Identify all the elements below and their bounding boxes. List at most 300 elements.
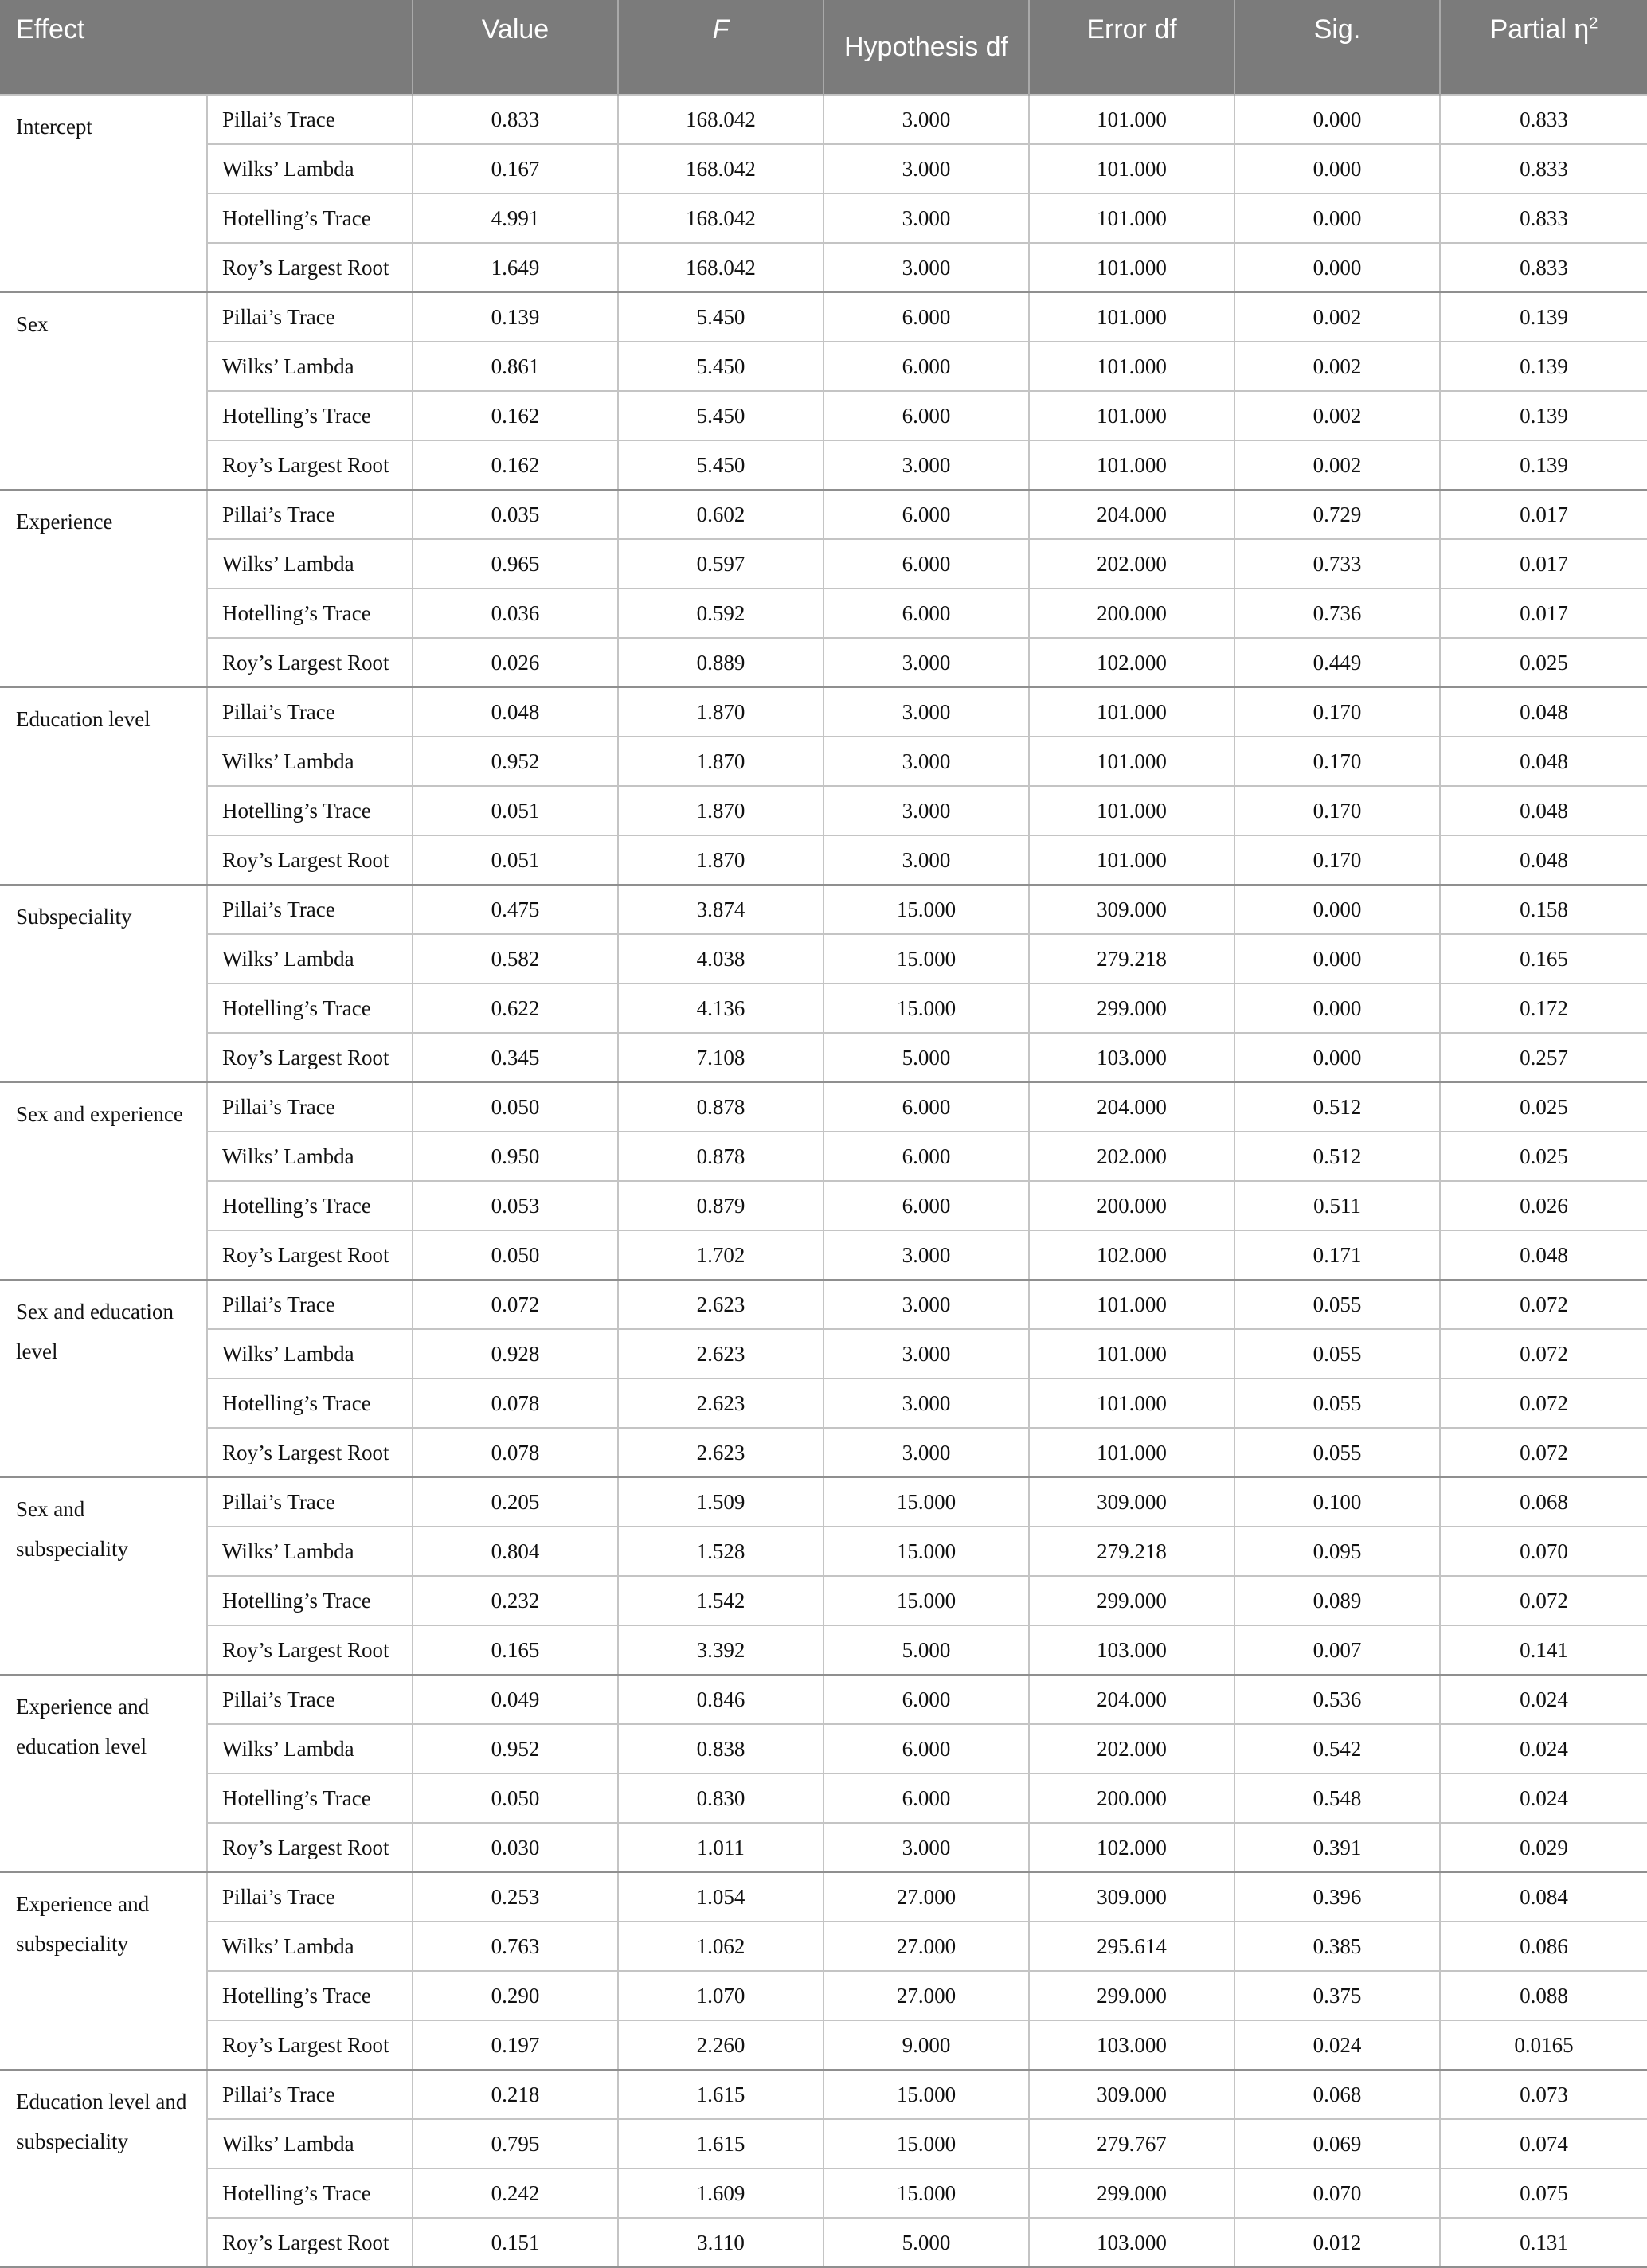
test-name: Wilks’ Lambda bbox=[207, 1527, 413, 1576]
hypothesis-df-cell: 3.000 bbox=[824, 440, 1029, 490]
f-cell: 1.609 bbox=[618, 2168, 824, 2218]
hypothesis-df-cell: 3.000 bbox=[824, 243, 1029, 292]
hypothesis-df-cell: 5.000 bbox=[824, 1033, 1029, 1082]
error-df-cell: 101.000 bbox=[1029, 1280, 1234, 1329]
f-cell: 1.011 bbox=[618, 1823, 824, 1872]
error-df-cell: 309.000 bbox=[1029, 885, 1234, 934]
test-name: Wilks’ Lambda bbox=[207, 1329, 413, 1378]
test-name: Wilks’ Lambda bbox=[207, 144, 413, 194]
table-row bbox=[0, 342, 1647, 391]
sig-cell: 0.055 bbox=[1234, 1329, 1440, 1378]
test-name: Pillai’s Trace bbox=[207, 1675, 413, 1724]
table-row bbox=[0, 1033, 1647, 1082]
sig-cell: 0.024 bbox=[1234, 2020, 1440, 2070]
test-name: Hotelling’s Trace bbox=[207, 589, 413, 638]
table-row bbox=[0, 2119, 1647, 2168]
hypothesis-df-cell: 6.000 bbox=[824, 1132, 1029, 1181]
error-df-cell: 200.000 bbox=[1029, 1181, 1234, 1230]
value-cell: 0.197 bbox=[413, 2020, 618, 2070]
error-df-cell: 101.000 bbox=[1029, 835, 1234, 885]
table-row bbox=[0, 1971, 1647, 2020]
table-row bbox=[0, 983, 1647, 1033]
sig-cell: 0.055 bbox=[1234, 1428, 1440, 1477]
sig-cell: 0.733 bbox=[1234, 539, 1440, 589]
hypothesis-df-cell: 6.000 bbox=[824, 342, 1029, 391]
header-partial-eta-squared: Partial $\eta^2$ bbox=[1440, 0, 1647, 95]
sig-cell: 0.100 bbox=[1234, 1477, 1440, 1527]
table-row bbox=[0, 1823, 1647, 1872]
table-row bbox=[0, 2168, 1647, 2218]
effect-cell: Sex and experience bbox=[0, 1082, 207, 1280]
value-cell: 0.167 bbox=[413, 144, 618, 194]
value-cell: 0.582 bbox=[413, 934, 618, 983]
error-df-cell: 101.000 bbox=[1029, 1329, 1234, 1378]
effect-cell: Experience and education level bbox=[0, 1675, 207, 1872]
sig-cell: 0.449 bbox=[1234, 638, 1440, 687]
test-name: Roy’s Largest Root bbox=[207, 1625, 413, 1675]
sig-cell: 0.000 bbox=[1234, 983, 1440, 1033]
hypothesis-df-cell: 6.000 bbox=[824, 391, 1029, 440]
table-row bbox=[0, 589, 1647, 638]
error-df-cell: 103.000 bbox=[1029, 1033, 1234, 1082]
partial-eta-cell: 0.073 bbox=[1440, 2070, 1647, 2119]
partial-eta-cell: 0.139 bbox=[1440, 292, 1647, 342]
sig-cell: 0.170 bbox=[1234, 737, 1440, 786]
sig-cell: 0.536 bbox=[1234, 1675, 1440, 1724]
sig-cell: 0.068 bbox=[1234, 2070, 1440, 2119]
sig-cell: 0.002 bbox=[1234, 440, 1440, 490]
error-df-cell: 309.000 bbox=[1029, 1872, 1234, 1922]
error-df-cell: 309.000 bbox=[1029, 2070, 1234, 2119]
table-row bbox=[0, 1132, 1647, 1181]
sig-cell: 0.069 bbox=[1234, 2119, 1440, 2168]
partial-eta-cell: 0.074 bbox=[1440, 2119, 1647, 2168]
partial-eta-cell: 0.048 bbox=[1440, 687, 1647, 737]
test-name: Pillai’s Trace bbox=[207, 1280, 413, 1329]
table-row bbox=[0, 1625, 1647, 1675]
error-df-cell: 299.000 bbox=[1029, 1576, 1234, 1625]
partial-eta-cell: 0.084 bbox=[1440, 1872, 1647, 1922]
value-cell: 1.649 bbox=[413, 243, 618, 292]
table-row bbox=[0, 292, 1647, 342]
error-df-cell: 101.000 bbox=[1029, 1428, 1234, 1477]
header-sig: Sig. bbox=[1234, 0, 1440, 95]
error-df-cell: 102.000 bbox=[1029, 638, 1234, 687]
test-name: Pillai’s Trace bbox=[207, 1872, 413, 1922]
test-name: Roy’s Largest Root bbox=[207, 1230, 413, 1280]
f-cell: 0.597 bbox=[618, 539, 824, 589]
sig-cell: 0.391 bbox=[1234, 1823, 1440, 1872]
value-cell: 0.050 bbox=[413, 1230, 618, 1280]
hypothesis-df-cell: 5.000 bbox=[824, 2218, 1029, 2267]
value-cell: 0.049 bbox=[413, 1675, 618, 1724]
table-row bbox=[0, 194, 1647, 243]
value-cell: 0.139 bbox=[413, 292, 618, 342]
value-cell: 0.048 bbox=[413, 687, 618, 737]
effect-cell: Subspeciality bbox=[0, 885, 207, 1082]
test-name: Wilks’ Lambda bbox=[207, 539, 413, 589]
test-name: Wilks’ Lambda bbox=[207, 2119, 413, 2168]
partial-eta-cell: 0.017 bbox=[1440, 490, 1647, 539]
f-cell: 1.615 bbox=[618, 2070, 824, 2119]
hypothesis-df-cell: 15.000 bbox=[824, 2119, 1029, 2168]
test-name: Hotelling’s Trace bbox=[207, 1773, 413, 1823]
hypothesis-df-cell: 6.000 bbox=[824, 1773, 1029, 1823]
value-cell: 0.232 bbox=[413, 1576, 618, 1625]
test-name: Pillai’s Trace bbox=[207, 885, 413, 934]
test-name: Pillai’s Trace bbox=[207, 292, 413, 342]
partial-eta-cell: 0.070 bbox=[1440, 1527, 1647, 1576]
test-name: Wilks’ Lambda bbox=[207, 1922, 413, 1971]
hypothesis-df-cell: 27.000 bbox=[824, 1971, 1029, 2020]
test-name: Wilks’ Lambda bbox=[207, 1132, 413, 1181]
table-body bbox=[0, 95, 1647, 2267]
hypothesis-df-cell: 5.000 bbox=[824, 1625, 1029, 1675]
hypothesis-df-cell: 3.000 bbox=[824, 835, 1029, 885]
error-df-cell: 102.000 bbox=[1029, 1230, 1234, 1280]
sig-cell: 0.511 bbox=[1234, 1181, 1440, 1230]
effect-cell: Sex bbox=[0, 292, 207, 490]
error-df-cell: 295.614 bbox=[1029, 1922, 1234, 1971]
partial-eta-cell: 0.139 bbox=[1440, 342, 1647, 391]
value-cell: 0.795 bbox=[413, 2119, 618, 2168]
value-cell: 0.051 bbox=[413, 835, 618, 885]
sig-cell: 0.007 bbox=[1234, 1625, 1440, 1675]
value-cell: 0.072 bbox=[413, 1280, 618, 1329]
hypothesis-df-cell: 6.000 bbox=[824, 1724, 1029, 1773]
value-cell: 0.290 bbox=[413, 1971, 618, 2020]
f-cell: 3.874 bbox=[618, 885, 824, 934]
f-cell: 2.623 bbox=[618, 1428, 824, 1477]
partial-eta-cell: 0.048 bbox=[1440, 1230, 1647, 1280]
value-cell: 0.050 bbox=[413, 1082, 618, 1132]
error-df-cell: 101.000 bbox=[1029, 391, 1234, 440]
f-cell: 1.062 bbox=[618, 1922, 824, 1971]
test-name: Wilks’ Lambda bbox=[207, 737, 413, 786]
test-name: Roy’s Largest Root bbox=[207, 1823, 413, 1872]
partial-eta-cell: 0.172 bbox=[1440, 983, 1647, 1033]
test-name: Roy’s Largest Root bbox=[207, 440, 413, 490]
header-error-df: Error df bbox=[1029, 0, 1234, 95]
value-cell: 0.151 bbox=[413, 2218, 618, 2267]
partial-eta-cell: 0.139 bbox=[1440, 440, 1647, 490]
value-cell: 0.345 bbox=[413, 1033, 618, 1082]
hypothesis-df-cell: 3.000 bbox=[824, 1428, 1029, 1477]
value-cell: 0.965 bbox=[413, 539, 618, 589]
table-row bbox=[0, 835, 1647, 885]
hypothesis-df-cell: 3.000 bbox=[824, 144, 1029, 194]
f-cell: 0.846 bbox=[618, 1675, 824, 1724]
table-row bbox=[0, 638, 1647, 687]
partial-eta-cell: 0.833 bbox=[1440, 194, 1647, 243]
f-cell: 1.054 bbox=[618, 1872, 824, 1922]
hypothesis-df-cell: 6.000 bbox=[824, 1082, 1029, 1132]
table-row bbox=[0, 687, 1647, 737]
table-row bbox=[0, 1872, 1647, 1922]
partial-eta-cell: 0.141 bbox=[1440, 1625, 1647, 1675]
error-df-cell: 101.000 bbox=[1029, 737, 1234, 786]
value-cell: 0.051 bbox=[413, 786, 618, 835]
table-row bbox=[0, 2070, 1647, 2119]
partial-eta-cell: 0.025 bbox=[1440, 1082, 1647, 1132]
test-name: Hotelling’s Trace bbox=[207, 786, 413, 835]
hypothesis-df-cell: 3.000 bbox=[824, 1823, 1029, 1872]
partial-eta-cell: 0.024 bbox=[1440, 1773, 1647, 1823]
value-cell: 0.253 bbox=[413, 1872, 618, 1922]
value-cell: 0.205 bbox=[413, 1477, 618, 1527]
sig-cell: 0.170 bbox=[1234, 835, 1440, 885]
error-df-cell: 200.000 bbox=[1029, 589, 1234, 638]
hypothesis-df-cell: 3.000 bbox=[824, 1329, 1029, 1378]
header-hypothesis-df: Hypothesis df bbox=[824, 0, 1029, 95]
table-row bbox=[0, 1280, 1647, 1329]
value-cell: 0.078 bbox=[413, 1378, 618, 1428]
partial-eta-cell: 0.072 bbox=[1440, 1428, 1647, 1477]
partial-eta-cell: 0.165 bbox=[1440, 934, 1647, 983]
partial-eta-cell: 0.072 bbox=[1440, 1576, 1647, 1625]
hypothesis-df-cell: 15.000 bbox=[824, 934, 1029, 983]
error-df-cell: 103.000 bbox=[1029, 2020, 1234, 2070]
f-cell: 5.450 bbox=[618, 440, 824, 490]
hypothesis-df-cell: 15.000 bbox=[824, 1527, 1029, 1576]
error-df-cell: 204.000 bbox=[1029, 1675, 1234, 1724]
hypothesis-df-cell: 3.000 bbox=[824, 687, 1029, 737]
partial-eta-cell: 0.048 bbox=[1440, 786, 1647, 835]
value-cell: 0.622 bbox=[413, 983, 618, 1033]
partial-eta-cell: 0.017 bbox=[1440, 539, 1647, 589]
error-df-cell: 102.000 bbox=[1029, 1823, 1234, 1872]
f-cell: 0.878 bbox=[618, 1082, 824, 1132]
f-cell: 1.509 bbox=[618, 1477, 824, 1527]
hypothesis-df-cell: 15.000 bbox=[824, 2070, 1029, 2119]
error-df-cell: 204.000 bbox=[1029, 1082, 1234, 1132]
sig-cell: 0.002 bbox=[1234, 292, 1440, 342]
hypothesis-df-cell: 15.000 bbox=[824, 1576, 1029, 1625]
partial-eta-cell: 0.017 bbox=[1440, 589, 1647, 638]
sig-cell: 0.089 bbox=[1234, 1576, 1440, 1625]
table-row bbox=[0, 539, 1647, 589]
hypothesis-df-cell: 6.000 bbox=[824, 539, 1029, 589]
f-cell: 1.702 bbox=[618, 1230, 824, 1280]
effect-cell: Experience and subspeciality bbox=[0, 1872, 207, 2070]
f-cell: 0.602 bbox=[618, 490, 824, 539]
value-cell: 0.078 bbox=[413, 1428, 618, 1477]
test-name: Pillai’s Trace bbox=[207, 2070, 413, 2119]
error-df-cell: 299.000 bbox=[1029, 983, 1234, 1033]
partial-eta-cell: 0.833 bbox=[1440, 243, 1647, 292]
hypothesis-df-cell: 6.000 bbox=[824, 1181, 1029, 1230]
error-df-cell: 202.000 bbox=[1029, 539, 1234, 589]
test-name: Hotelling’s Trace bbox=[207, 391, 413, 440]
f-cell: 3.392 bbox=[618, 1625, 824, 1675]
f-cell: 2.260 bbox=[618, 2020, 824, 2070]
effect-cell: Intercept bbox=[0, 95, 207, 292]
table-row bbox=[0, 440, 1647, 490]
f-cell: 168.042 bbox=[618, 243, 824, 292]
value-cell: 0.952 bbox=[413, 737, 618, 786]
f-cell: 168.042 bbox=[618, 194, 824, 243]
value-cell: 4.991 bbox=[413, 194, 618, 243]
sig-cell: 0.000 bbox=[1234, 194, 1440, 243]
sig-cell: 0.070 bbox=[1234, 2168, 1440, 2218]
error-df-cell: 299.000 bbox=[1029, 1971, 1234, 2020]
value-cell: 0.030 bbox=[413, 1823, 618, 1872]
value-cell: 0.165 bbox=[413, 1625, 618, 1675]
table-row bbox=[0, 490, 1647, 539]
sig-cell: 0.729 bbox=[1234, 490, 1440, 539]
sig-cell: 0.548 bbox=[1234, 1773, 1440, 1823]
table-row bbox=[0, 243, 1647, 292]
test-name: Pillai’s Trace bbox=[207, 95, 413, 144]
test-name: Wilks’ Lambda bbox=[207, 342, 413, 391]
partial-eta-cell: 0.075 bbox=[1440, 2168, 1647, 2218]
f-cell: 1.542 bbox=[618, 1576, 824, 1625]
sig-cell: 0.055 bbox=[1234, 1378, 1440, 1428]
table-row bbox=[0, 1773, 1647, 1823]
sig-cell: 0.000 bbox=[1234, 1033, 1440, 1082]
partial-eta-cell: 0.025 bbox=[1440, 638, 1647, 687]
sig-cell: 0.171 bbox=[1234, 1230, 1440, 1280]
f-cell: 1.070 bbox=[618, 1971, 824, 2020]
value-cell: 0.763 bbox=[413, 1922, 618, 1971]
f-cell: 4.038 bbox=[618, 934, 824, 983]
partial-eta-cell: 0.068 bbox=[1440, 1477, 1647, 1527]
sig-cell: 0.542 bbox=[1234, 1724, 1440, 1773]
sig-cell: 0.170 bbox=[1234, 687, 1440, 737]
value-cell: 0.950 bbox=[413, 1132, 618, 1181]
value-cell: 0.242 bbox=[413, 2168, 618, 2218]
f-cell: 0.879 bbox=[618, 1181, 824, 1230]
error-df-cell: 101.000 bbox=[1029, 194, 1234, 243]
f-cell: 0.878 bbox=[618, 1132, 824, 1181]
hypothesis-df-cell: 3.000 bbox=[824, 737, 1029, 786]
test-name: Pillai’s Trace bbox=[207, 1477, 413, 1527]
table-row bbox=[0, 1922, 1647, 1971]
table-row bbox=[0, 95, 1647, 144]
hypothesis-df-cell: 15.000 bbox=[824, 2168, 1029, 2218]
hypothesis-df-cell: 15.000 bbox=[824, 1477, 1029, 1527]
table-row bbox=[0, 1527, 1647, 1576]
sig-cell: 0.375 bbox=[1234, 1971, 1440, 2020]
table-row bbox=[0, 1477, 1647, 1527]
table-row bbox=[0, 1724, 1647, 1773]
f-cell: 0.838 bbox=[618, 1724, 824, 1773]
table-row bbox=[0, 1378, 1647, 1428]
partial-eta-cell: 0.048 bbox=[1440, 835, 1647, 885]
f-cell: 168.042 bbox=[618, 144, 824, 194]
table-row bbox=[0, 2218, 1647, 2267]
value-cell: 0.036 bbox=[413, 589, 618, 638]
f-cell: 1.870 bbox=[618, 687, 824, 737]
table-row bbox=[0, 1082, 1647, 1132]
hypothesis-df-cell: 3.000 bbox=[824, 638, 1029, 687]
sig-cell: 0.512 bbox=[1234, 1132, 1440, 1181]
sig-cell: 0.000 bbox=[1234, 144, 1440, 194]
error-df-cell: 101.000 bbox=[1029, 144, 1234, 194]
error-df-cell: 279.218 bbox=[1029, 934, 1234, 983]
test-name: Hotelling’s Trace bbox=[207, 1971, 413, 2020]
partial-eta-cell: 0.072 bbox=[1440, 1378, 1647, 1428]
table-row bbox=[0, 144, 1647, 194]
f-cell: 5.450 bbox=[618, 391, 824, 440]
sig-cell: 0.000 bbox=[1234, 885, 1440, 934]
test-name: Roy’s Largest Root bbox=[207, 1428, 413, 1477]
f-cell: 5.450 bbox=[618, 342, 824, 391]
hypothesis-df-cell: 3.000 bbox=[824, 786, 1029, 835]
partial-eta-cell: 0.024 bbox=[1440, 1675, 1647, 1724]
test-name: Roy’s Largest Root bbox=[207, 2020, 413, 2070]
sig-cell: 0.002 bbox=[1234, 391, 1440, 440]
table-row bbox=[0, 2020, 1647, 2070]
header-test-blank bbox=[207, 0, 413, 95]
value-cell: 0.804 bbox=[413, 1527, 618, 1576]
partial-eta-cell: 0.048 bbox=[1440, 737, 1647, 786]
partial-eta-cell: 0.257 bbox=[1440, 1033, 1647, 1082]
partial-eta-cell: 0.131 bbox=[1440, 2218, 1647, 2267]
hypothesis-df-cell: 3.000 bbox=[824, 1280, 1029, 1329]
hypothesis-df-cell: 15.000 bbox=[824, 983, 1029, 1033]
test-name: Roy’s Largest Root bbox=[207, 243, 413, 292]
test-name: Hotelling’s Trace bbox=[207, 1181, 413, 1230]
hypothesis-df-cell: 3.000 bbox=[824, 95, 1029, 144]
table-row bbox=[0, 1230, 1647, 1280]
test-name: Pillai’s Trace bbox=[207, 1082, 413, 1132]
test-name: Roy’s Largest Root bbox=[207, 638, 413, 687]
effect-cell: Experience bbox=[0, 490, 207, 687]
hypothesis-df-cell: 27.000 bbox=[824, 1872, 1029, 1922]
test-name: Wilks’ Lambda bbox=[207, 934, 413, 983]
error-df-cell: 101.000 bbox=[1029, 243, 1234, 292]
sig-cell: 0.000 bbox=[1234, 243, 1440, 292]
effect-cell: Sex and education level bbox=[0, 1280, 207, 1477]
table-row bbox=[0, 885, 1647, 934]
value-cell: 0.861 bbox=[413, 342, 618, 391]
f-cell: 2.623 bbox=[618, 1378, 824, 1428]
table-row bbox=[0, 786, 1647, 835]
value-cell: 0.833 bbox=[413, 95, 618, 144]
partial-eta-cell: 0.072 bbox=[1440, 1329, 1647, 1378]
header-f: F bbox=[618, 0, 824, 95]
sig-cell: 0.012 bbox=[1234, 2218, 1440, 2267]
partial-eta-cell: 0.139 bbox=[1440, 391, 1647, 440]
error-df-cell: 101.000 bbox=[1029, 440, 1234, 490]
partial-eta-cell: 0.072 bbox=[1440, 1280, 1647, 1329]
f-cell: 3.110 bbox=[618, 2218, 824, 2267]
value-cell: 0.035 bbox=[413, 490, 618, 539]
error-df-cell: 202.000 bbox=[1029, 1132, 1234, 1181]
error-df-cell: 101.000 bbox=[1029, 1378, 1234, 1428]
sig-cell: 0.396 bbox=[1234, 1872, 1440, 1922]
test-name: Hotelling’s Trace bbox=[207, 1378, 413, 1428]
header-effect: Effect bbox=[0, 0, 207, 95]
sig-cell: 0.512 bbox=[1234, 1082, 1440, 1132]
value-cell: 0.162 bbox=[413, 391, 618, 440]
sig-cell: 0.000 bbox=[1234, 934, 1440, 983]
error-df-cell: 101.000 bbox=[1029, 687, 1234, 737]
f-cell: 2.623 bbox=[618, 1280, 824, 1329]
hypothesis-df-cell: 27.000 bbox=[824, 1922, 1029, 1971]
test-name: Wilks’ Lambda bbox=[207, 1724, 413, 1773]
partial-eta-cell: 0.158 bbox=[1440, 885, 1647, 934]
hypothesis-df-cell: 9.000 bbox=[824, 2020, 1029, 2070]
hypothesis-df-cell: 3.000 bbox=[824, 1230, 1029, 1280]
table-row bbox=[0, 737, 1647, 786]
error-df-cell: 200.000 bbox=[1029, 1773, 1234, 1823]
partial-eta-cell: 0.029 bbox=[1440, 1823, 1647, 1872]
f-cell: 2.623 bbox=[618, 1329, 824, 1378]
error-df-cell: 309.000 bbox=[1029, 1477, 1234, 1527]
test-name: Hotelling’s Trace bbox=[207, 983, 413, 1033]
